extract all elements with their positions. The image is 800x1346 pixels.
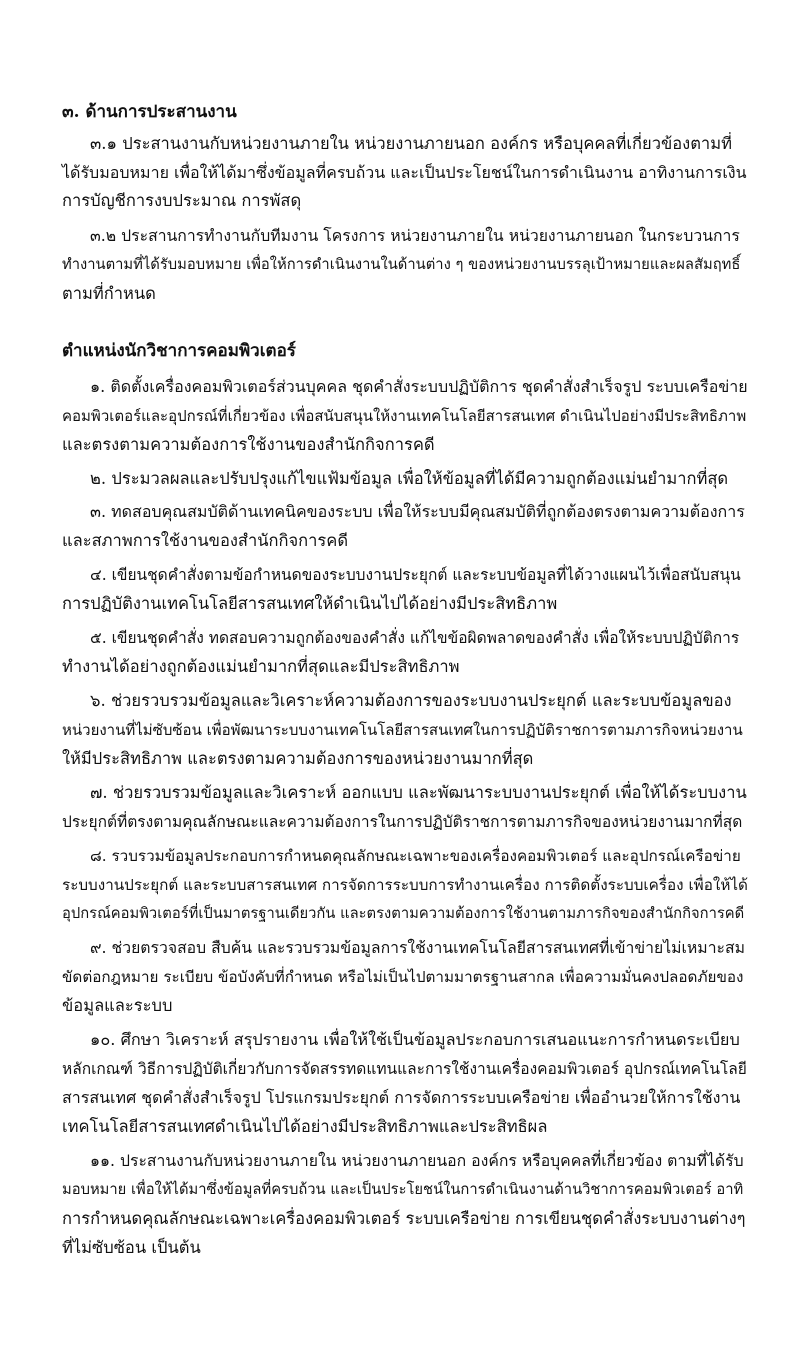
text-line: ที่ไม่ซับซ้อน เป็นต้น [62, 1238, 201, 1257]
text-line: ระบบงานประยุกต์ และระบบสารสนเทศ การจัดการระบบการทำงานเครื่อง การติดตั้งระบบเครื่อง เพื่อให้ได้ [62, 876, 748, 894]
text-line: ประยุกต์ที่ตรงตามคุณลักษณะและความต้องการในการปฏิบัติราชการตามภารกิจของหน่วยงานมากที่สุด [62, 813, 743, 831]
text-line: ๙. ช่วยตรวจสอบ สืบค้น และรวบรวมข้อมูลการใช้งานเทคโนโลยีสารสนเทศที่เข้าข่ายไม่เหมาะสม [90, 938, 745, 957]
text-line: ได้รับมอบหมาย เพื่อให้ได้มาซึ่งข้อมูลที่ครบถ้วน และเป็นประโยชน์ในการดำเนินงาน อาทิงานการเงิน [62, 163, 747, 182]
text-line: ๓. ทดสอบคุณสมบัติด้านเทคนิคของระบบ เพื่อให้ระบบมีคุณสมบัติที่ถูกต้องตรงตามความต้องการ [90, 502, 745, 521]
text-line: ๕. เขียนชุดคำสั่ง ทดสอบความถูกต้องของคำสั่ง แก้ไขข้อผิดพลาดของคำสั่ง เพื่อให้ระบบปฏิบัติการ [90, 629, 740, 647]
text-line: สารสนเทศ ชุดคำสั่งสำเร็จรูป โปรแกรมประยุกต์ การจัดการระบบเครือข่าย เพื่ออำนวยให้การใช้งาน [62, 1088, 741, 1107]
text-line: ๗. ช่วยรวบรวมข้อมูลและวิเคราะห์ ออกแบบ และพัฒนาระบบงานประยุกต์ เพื่อให้ได้ระบบงาน [90, 783, 747, 802]
text-line: การบัญชีการงบประมาณ การพัสดุ [62, 191, 302, 210]
section-3-heading: ๓. ด้านการประสานงาน [62, 102, 237, 122]
text-line: ให้มีประสิทธิภาพ และตรงตามความต้องการของหน่วยงานมากที่สุด [62, 749, 534, 768]
text-line: ๔. เขียนชุดคำสั่งตามข้อกำหนดของระบบงานประยุกต์ และระบบข้อมูลที่ได้วางแผนไว้เพื่อสนับสนุน [90, 566, 741, 584]
text-line: ทำงานได้อย่างถูกต้องแม่นยำมากที่สุดและมีประสิทธิภาพ [62, 657, 460, 676]
text-line: ๒. ประมวลผลและปรับปรุงแก้ไขแฟ้มข้อมูล เพื่อให้ข้อมูลที่ได้มีความถูกต้องแม่นยำมากที่สุด [90, 469, 729, 488]
text-line: การปฏิบัติงานเทคโนโลยีสารสนเทศให้ดำเนินไปได้อย่างมีประสิทธิภาพ [62, 594, 558, 613]
text-line: ทำงานตามที่ได้รับมอบหมาย เพื่อให้การดำเนินงานในด้านต่าง ๆ ของหน่วยงานบรรลุเป้าหมายและผลสัมฤทธิ์ [62, 256, 741, 273]
text-line: หน่วยงานที่ไม่ซับซ้อน เพื่อพัฒนาระบบงานเทคโนโลยีสารสนเทศในการปฏิบัติราชการตามภารกิจหน่วยงาน [62, 721, 743, 739]
text-line: ๖. ช่วยรวบรวมข้อมูลและวิเคราะห์ความต้องการของระบบงานประยุกต์ และระบบข้อมูลของ [90, 691, 732, 710]
text-line: ๑๑. ประสานงานกับหน่วยงานภายใน หน่วยงานภายนอก องค์กร หรือบุคคลที่เกี่ยวข้อง ตามที่ได้รับ [90, 1151, 744, 1170]
text-line: มอบหมาย เพื่อให้ได้มาซึ่งข้อมูลที่ครบถ้วน และเป็นประโยชน์ในการดำเนินงานด้านวิชาการคอมพิวเตอร์ อาทิ [62, 1181, 744, 1198]
text-line: คอมพิวเตอร์และอุปกรณ์ที่เกี่ยวข้อง เพื่อสนับสนุนให้งานเทคโนโลยีสารสนเทศ ดำเนินไปอย่างมีประสิทธิภาพ [62, 407, 747, 425]
text-line: ๑. ติดตั้งเครื่องคอมพิวเตอร์ส่วนบุคคล ชุดคำสั่งระบบปฏิบัติการ ชุดคำสั่งสำเร็จรูป ระบบเครือข่าย [90, 377, 748, 396]
text-line: อุปกรณ์คอมพิวเตอร์ที่เป็นมาตรฐานเดียวกัน และตรงตามความต้องการใช้งานตามภารกิจของสำนักกิจการคดี [62, 905, 745, 922]
text-line: หลักเกณฑ์ วิธีการปฏิบัติเกี่ยวกับการจัดสรรทดแทนและการใช้งานเครื่องคอมพิวเตอร์ อุปกรณ์เทคโนโลยี [62, 1060, 747, 1078]
text-line: ๓.๒ ประสานการทำงานกับทีมงาน โครงการ หน่วยงานภายใน หน่วยงานภายนอก ในกระบวนการ [90, 226, 740, 245]
text-line: การกำหนดคุณลักษณะเฉพาะเครื่องคอมพิวเตอร์ ระบบเครือข่าย การเขียนชุดคำสั่งระบบงานต่างๆ [62, 1209, 746, 1228]
text-line: และตรงตามความต้องการใช้งานของสำนักกิจการคดี [62, 435, 435, 454]
text-line: ตามที่กำหนด [62, 284, 156, 303]
text-line: เทคโนโลยีสารสนเทศดำเนินไปได้อย่างมีประสิทธิภาพและประสิทธิผล [62, 1117, 548, 1136]
text-line: ๓.๑ ประสานงานกับหน่วยงานภายใน หน่วยงานภายนอก องค์กร หรือบุคคลที่เกี่ยวข้องตามที่ [90, 134, 732, 153]
position-heading: ตำแหน่งนักวิชาการคอมพิวเตอร์ [62, 341, 296, 361]
text-line: ๘. รวบรวมข้อมูลประกอบการกำหนดคุณลักษณะเฉพาะของเครื่องคอมพิวเตอร์ และอุปกรณ์เครือข่าย [90, 847, 741, 865]
text-line: และสภาพการใช้งานของสำนักกิจการคดี [62, 531, 349, 550]
text-line: ข้อมูลและระบบ [62, 996, 173, 1015]
text-line: ขัดต่อกฎหมาย ระเบียบ ข้อบังคับที่กำหนด หรือไม่เป็นไปตามมาตรฐานสากล เพื่อความมั่นคงปลอดภัยของ [62, 968, 744, 986]
text-line: ๑๐. ศึกษา วิเคราะห์ สรุปรายงาน เพื่อให้ใช้เป็นข้อมูลประกอบการเสนอแนะการกำหนดระเบียบ [90, 1030, 740, 1049]
